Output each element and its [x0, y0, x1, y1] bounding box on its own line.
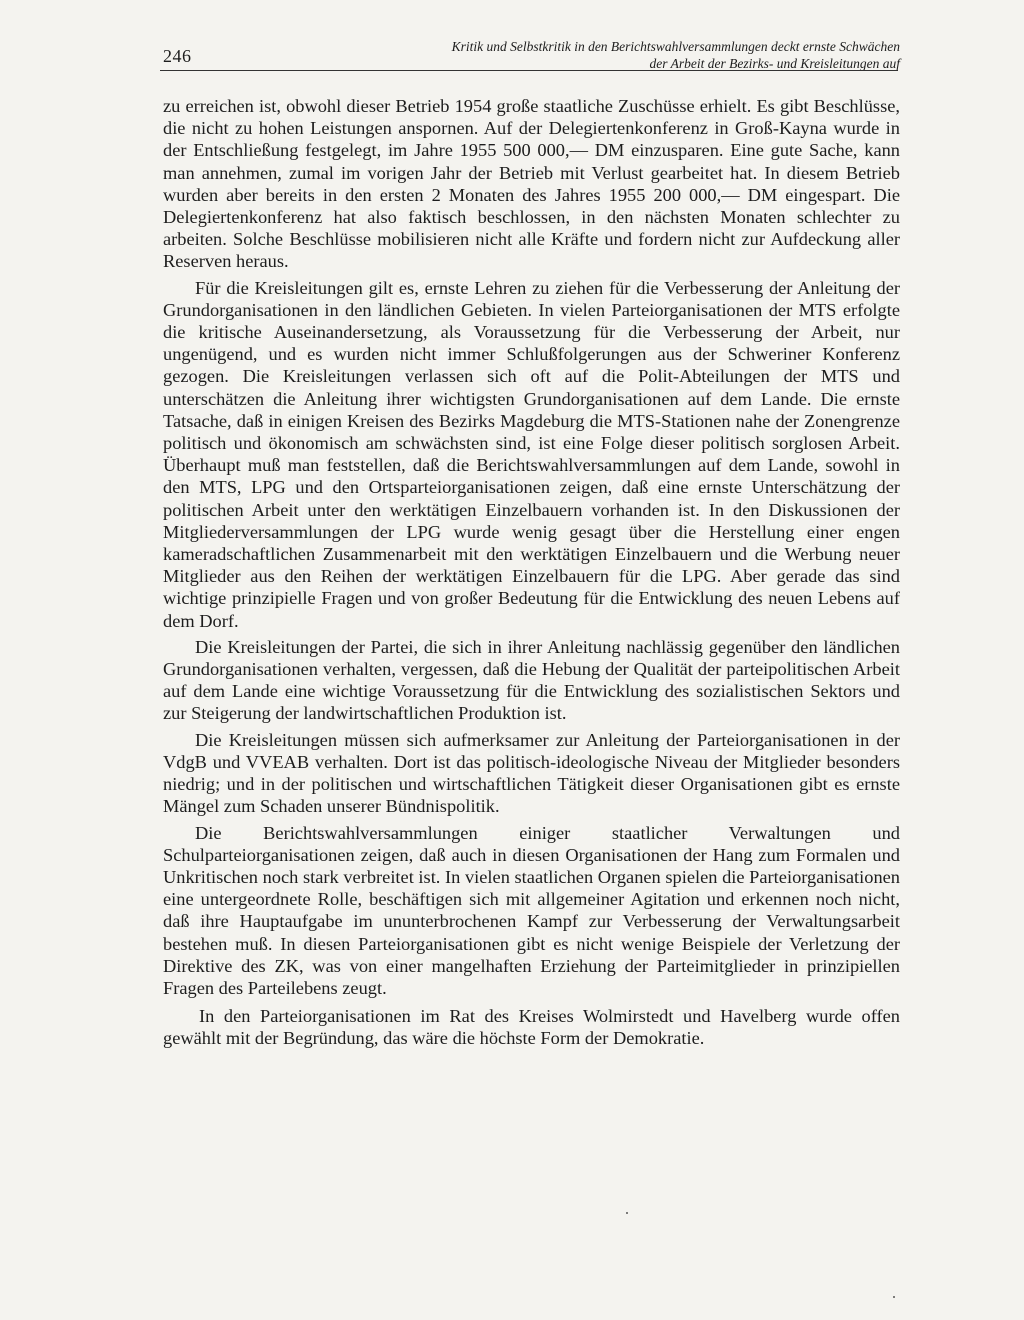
paragraph-4: Die Kreisleitungen müssen sich aufmerksamer zur Anleitung der Parteiorganisationen in der VdgB und VVEAB verhalten. Dort ist das politisch-ideologische Niveau der Mitglieder besonders niedrig; und in der politischen und wirtschaftlichen Tätigkeit dieser Organisationen gibt es ernste Mängel zum Schaden unserer Bündnispolitik.: [163, 729, 900, 817]
running-header-line-1: Kritik und Selbstkritik in den Berichtswahlversammlungen deckt ernste Schwächen: [451, 39, 900, 54]
paragraph-3: Die Kreisleitungen der Partei, die sich in ihrer Anleitung nachlässig gegenüber den ländlichen Grundorganisationen verhalten, vergessen, daß die Hebung der Qualität der parteipolitischen Arbeit auf dem Lande eine wichtige Voraussetzung für die Entwicklung des sozialistischen Sektors und zur Steigerung der landwirtschaftlichen Produktion ist.: [163, 636, 900, 724]
paragraph-6: In den Parteiorganisationen im Rat des Kreises Wolmirstedt und Havelberg wurde offen gewählt mit der Begründung, das wäre die höchste Form der Demokratie.: [163, 1006, 900, 1049]
paragraph-2: Für die Kreisleitungen gilt es, ernste Lehren zu ziehen für die Verbesserung der Anleitung der Grundorganisationen in den ländlichen Gebieten. In vielen Parteiorganisationen der MTS erfolgte die kritische Auseinandersetzung, als Voraussetzung für die Verbesserung der Arbeit, nur ungenügend, und es wurden nicht immer Schlußfolgerungen aus der Schweriner Konferenz gezogen. Die Kreisleitungen verlassen sich oft auf die Polit-Abteilungen der MTS und unterschätzen die Anleitung ihrer wichtigsten Grundorganisationen auf dem Lande. Die ernste Tatsache, daß in einigen Kreisen des Bezirks Magdeburg die MTS-Stationen nahe der Zonengrenze politisch und ökonomisch am schwächsten sind, ist eine Folge dieser politisch sorglosen Arbeit. Überhaupt muß man feststellen, daß die Berichtswahlversammlungen auf dem Lande, sowohl in den MTS, LPG und den Ortsparteiorganisationen zeigen, daß eine ernste Unterschätzung der politischen Arbeit unter den werktätigen Einzelbauern vorhanden ist. In den Diskussionen der Mitgliederversammlungen der LPG wurde wenig gesagt über die Herstellung einer engen kameradschaftlichen Zusammenarbeit mit den werktätigen Einzelbauern und die Werbung neuer Mitglieder aus den Reihen der werktätigen Einzelbauern für die LPG. Aber gerade das sind wichtige prinzipielle Fragen und von großer Bedeutung für die Entwicklung des neuen Lebens auf dem Dorf.: [163, 277, 900, 631]
running-header: [260, 38, 900, 72]
paragraph-5: Die Berichtswahlversammlungen einiger staatlicher Verwaltungen und Schulparteiorganisationen zeigen, daß auch in diesen Organisationen der Hang zum Formalen und Unkritischen noch stark verbreitet ist. In vielen staatlichen Organen spielen die Parteiorganisationen eine untergeordnete Rolle, beschäftigen sich mit allgemeiner Agitation und erkennen noch nicht, daß ihre Hauptaufgabe im ununterbrochenen Kampf zur Verbesserung der Verwaltungsarbeit bestehen muß. In diesen Parteiorganisationen gibt es nicht wenige Beispiele der Verletzung der Direktive des ZK, was von einer mangelhaften Erziehung der Parteimitglieder in prinzipiellen Fragen des Parteilebens zeugt.: [163, 822, 900, 998]
body-text: [163, 95, 900, 1050]
page-number: 246: [163, 46, 192, 66]
paragraph-1: zu erreichen ist, obwohl dieser Betrieb 1954 große staatliche Zuschüsse erhielt. Es gibt Beschlüsse, die nicht zu hohen Leistungen anspornen. Auf der Delegiertenkonferenz in Groß-Kayna wurde in der Entschließung festgelegt, im Jahre 1955 500 000,— DM einzusparen. Eine gute Sache, kann man annehmen, zumal im vorigen Jahr der Betrieb mit Verlust gearbeitet hat. In diesem Betrieb wurden aber bereits in den ersten 2 Monaten des Jahres 1955 200 000,— DM eingespart. Die Delegiertenkonferenz hat also faktisch beschlossen, in den nächsten Monaten schlechter zu arbeiten. Solche Beschlüsse mobilisieren nicht alle Kräfte und fordern nicht zur Aufdeckung aller Reserven heraus.: [163, 96, 900, 272]
print-speck: [626, 1212, 628, 1214]
running-header-line-2: der Arbeit der Bezirks- und Kreisleitungen auf: [649, 56, 900, 71]
print-speck: [893, 1296, 895, 1298]
header-rule: [160, 70, 898, 71]
